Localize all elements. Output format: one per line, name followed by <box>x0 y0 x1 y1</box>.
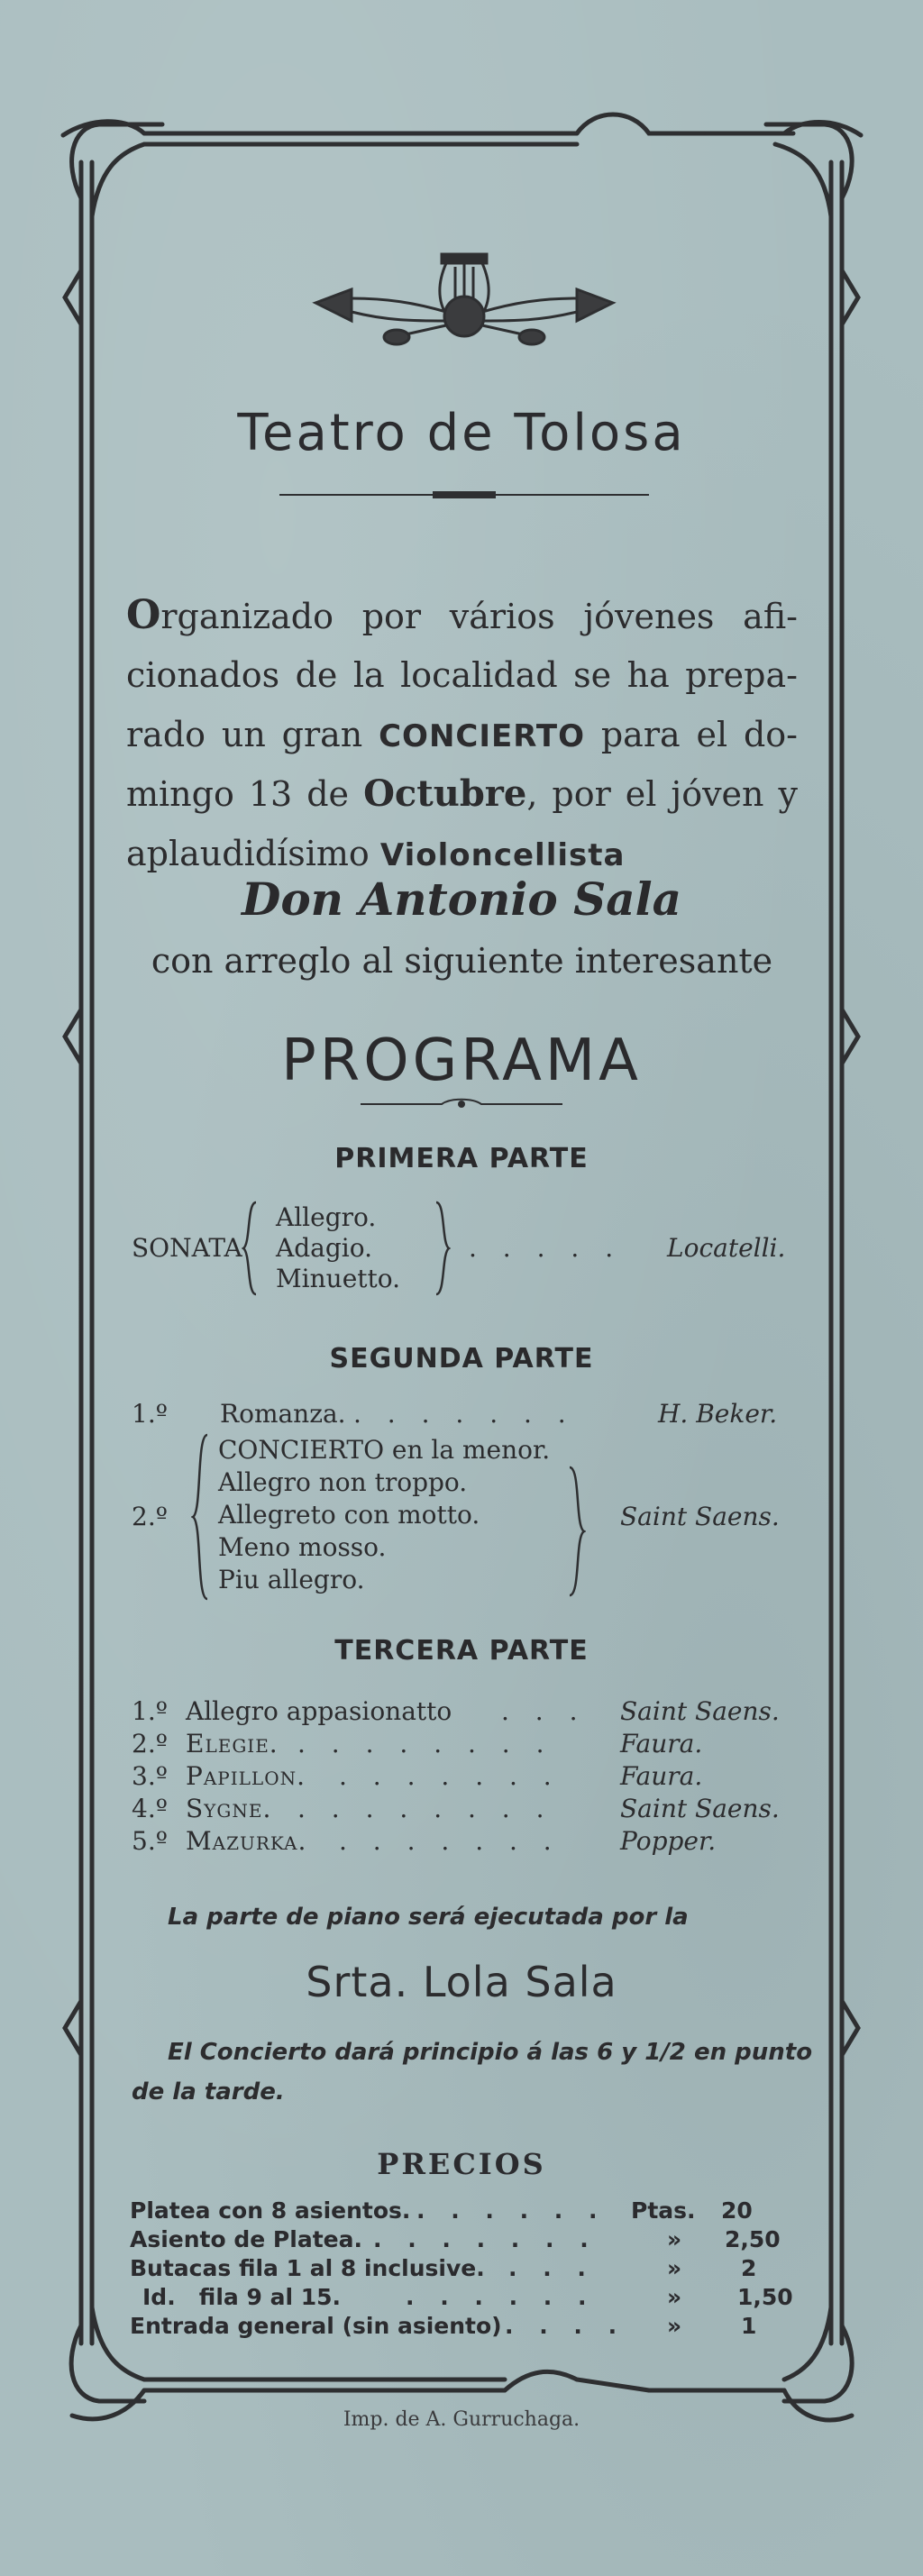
price-unit: » <box>667 2284 682 2310</box>
piano-note: La parte de piano será ejecutada por la <box>168 1904 689 1931</box>
item-number: 2.º <box>132 1502 168 1531</box>
piece-title: Mazurka. <box>186 1826 307 1856</box>
leader-dots: . . . . . . . <box>339 1761 561 1791</box>
composer-name: Faura. <box>620 1761 703 1791</box>
price-unit: » <box>667 2226 682 2252</box>
item-number: 2.º <box>132 1729 168 1758</box>
price-value: 20 <box>721 2197 753 2224</box>
piece-title: Romanza. <box>220 1399 346 1429</box>
primera-parte-heading: PRIMERA PARTE <box>334 1143 589 1174</box>
segunda-parte-heading: SEGUNDA PARTE <box>329 1343 594 1375</box>
price-value: 2,50 <box>725 2226 781 2252</box>
price-value: 1 <box>741 2313 757 2339</box>
leader-dots: . . . . . <box>469 1233 623 1263</box>
intro-line-1: Organizado por vários jóvenes afi- <box>126 592 798 638</box>
start-note: de la tarde. <box>132 2078 285 2106</box>
price-label: Platea con 8 asientos. <box>130 2197 411 2224</box>
price-label: Entrada general (sin asiento) <box>130 2313 502 2339</box>
leader-dots: . . . . . . . <box>373 2226 598 2252</box>
composer-name: Locatelli. <box>667 1233 786 1263</box>
sonata-movement: Allegro. <box>276 1202 377 1232</box>
leader-dots: . . . . . . . <box>353 1399 575 1429</box>
brace-right-icon <box>566 1464 586 1599</box>
intro-line-3: rado un gran CONCIERTO para el do- <box>126 715 798 754</box>
brace-left-icon <box>242 1199 260 1298</box>
concierto-line: Allegro non troppo. <box>218 1467 468 1497</box>
item-number: 1.º <box>132 1696 168 1726</box>
leader-dots: . . . . . . <box>416 2197 607 2224</box>
lyre-ornament-icon <box>297 249 631 357</box>
price-value: 1,50 <box>737 2284 793 2310</box>
performer-name: Don Antonio Sala <box>241 872 682 926</box>
intro-paragraph <box>126 586 798 883</box>
concierto-line: Piu allegro. <box>218 1565 365 1594</box>
leader-dots: . . . . <box>505 2313 626 2339</box>
price-unit: » <box>667 2255 682 2281</box>
concierto-line: CONCIERTO en la menor. <box>218 1435 551 1465</box>
intro-line-5: aplaudidísimo Violoncellista <box>126 834 626 873</box>
composer-name: Faura. <box>620 1729 703 1758</box>
price-label: Id. fila 9 al 15. <box>142 2284 342 2310</box>
brace-right-icon <box>433 1199 451 1298</box>
leader-dots: . . . . . . <box>406 2284 596 2310</box>
start-note: El Concierto dará principio á las 6 y 1/2 en punto <box>168 2039 813 2066</box>
precios-heading: PRECIOS <box>377 2147 546 2181</box>
intro-line-2: cionados de la localidad se ha prepa- <box>126 655 798 695</box>
composer-name: Popper. <box>620 1826 717 1856</box>
intro-line-4: mingo 13 de Octubre, por el jóven y <box>126 772 798 815</box>
printer-credit: Imp. de A. Gurruchaga. <box>343 2408 580 2431</box>
sonata-movement: Minuetto. <box>276 1264 401 1293</box>
item-number: 1.º <box>132 1399 168 1429</box>
concierto-line: Meno mosso. <box>218 1532 387 1562</box>
programa-heading: PROGRAMA <box>281 1028 642 1094</box>
piece-title: Sygne. <box>186 1794 272 1823</box>
programa-flourish <box>361 1098 562 1110</box>
sonata-label: SONATA <box>132 1233 242 1263</box>
leader-dots: . . . . . . . . <box>297 1794 553 1823</box>
composer-name: Saint Saens. <box>620 1696 780 1726</box>
brace-left-icon <box>191 1431 211 1603</box>
sonata-movement: Adagio. <box>276 1233 372 1263</box>
pianist-name: Srta. Lola Sala <box>306 1958 617 2006</box>
composer-name: H. Beker. <box>658 1399 778 1429</box>
composer-name: Saint Saens. <box>620 1502 780 1531</box>
leader-dots: . . . . . . . <box>339 1826 561 1856</box>
composer-name: Saint Saens. <box>620 1794 780 1823</box>
leader-dots: . . . . . . . . <box>297 1729 553 1758</box>
price-value: 2 <box>741 2255 757 2281</box>
page-title: Teatro de Tolosa <box>237 404 686 462</box>
piece-title: Papillon. <box>186 1761 306 1791</box>
title-rule <box>279 487 649 501</box>
price-label: Butacas fila 1 al 8 inclusive. <box>130 2255 485 2281</box>
price-unit: Ptas. <box>631 2197 696 2224</box>
leader-dots: . . . <box>501 1696 587 1726</box>
item-number: 3.º <box>132 1761 168 1791</box>
leader-dots: . . . <box>508 2255 595 2281</box>
item-number: 4.º <box>132 1794 168 1823</box>
price-label: Asiento de Platea. <box>130 2226 362 2252</box>
arrangement-line: con arreglo al siguiente interesante <box>151 941 773 981</box>
tercera-parte-heading: TERCERA PARTE <box>334 1635 589 1667</box>
piece-title: Allegro appasionatto <box>186 1696 452 1726</box>
price-unit: » <box>667 2313 682 2339</box>
concierto-line: Allegreto con motto. <box>218 1500 480 1530</box>
item-number: 5.º <box>132 1826 168 1856</box>
piece-title: Elegie. <box>186 1729 279 1758</box>
